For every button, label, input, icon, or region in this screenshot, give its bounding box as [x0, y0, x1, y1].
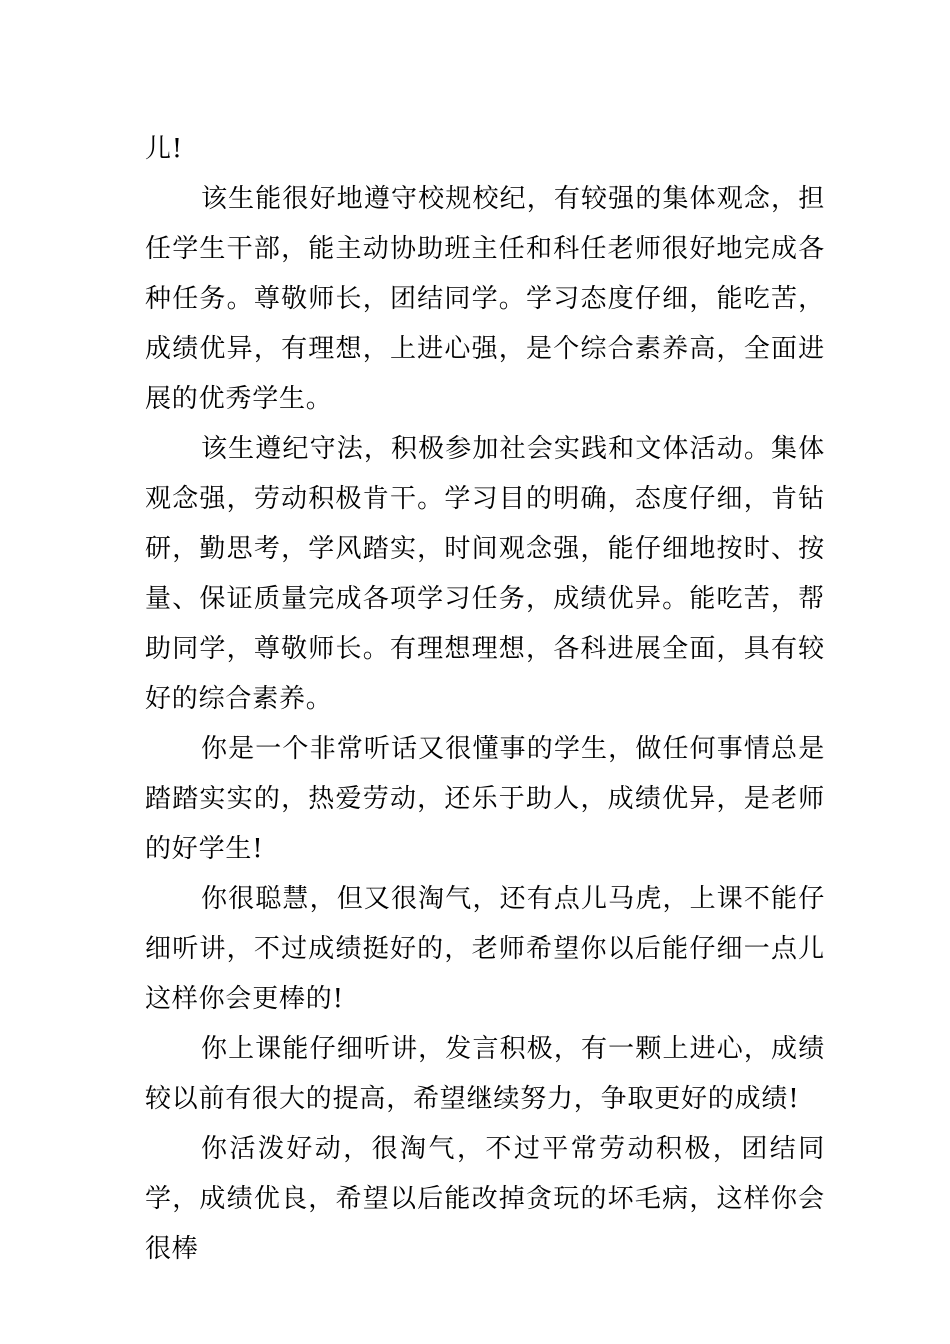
paragraph-comment-4: 你很聪慧，但又很淘气，还有点儿马虎，上课不能仔细听讲，不过成绩挺好的，老师希望你以后能仔细一点儿这样你会更棒的!	[145, 884, 825, 1014]
paragraph-comment-5: 你上课能仔细听讲，发言积极，有一颗上进心，成绩较以前有很大的提高，希望继续努力，争取更好的成绩!	[145, 1034, 825, 1114]
paragraph-comment-6: 你活泼好动，很淘气，不过平常劳动积极，团结同学，成绩优良，希望以后能改掉贪玩的坏毛病，这样你会很棒	[145, 1134, 825, 1264]
paragraph-comment-3: 你是一个非常听话又很懂事的学生，做任何事情总是踏踏实实的，热爱劳动，还乐于助人，成绩优异，是老师的好学生!	[145, 734, 825, 864]
paragraph-comment-2: 该生遵纪守法，积极参加社会实践和文体活动。集体观念强，劳动积极肯干。学习目的明确，态度仔细，肯钻研，勤思考，学风踏实，时间观念强，能仔细地按时、按量、保证质量完成各项学习任务，成绩优异。能吃苦，帮助同学，尊敬师长。有理想理想，各科进展全面，具有较好的综合素养。	[145, 434, 825, 714]
paragraph-comment-1: 该生能很好地遵守校规校纪，有较强的集体观念，担任学生干部，能主动协助班主任和科任老师很好地完成各种任务。尊敬师长，团结同学。学习态度仔细，能吃苦，成绩优异，有理想，上进心强，是个综合素养高，全面进展的优秀学生。	[145, 184, 825, 414]
document-body	[145, 124, 825, 1274]
paragraph-continuation: 儿!	[145, 134, 184, 164]
